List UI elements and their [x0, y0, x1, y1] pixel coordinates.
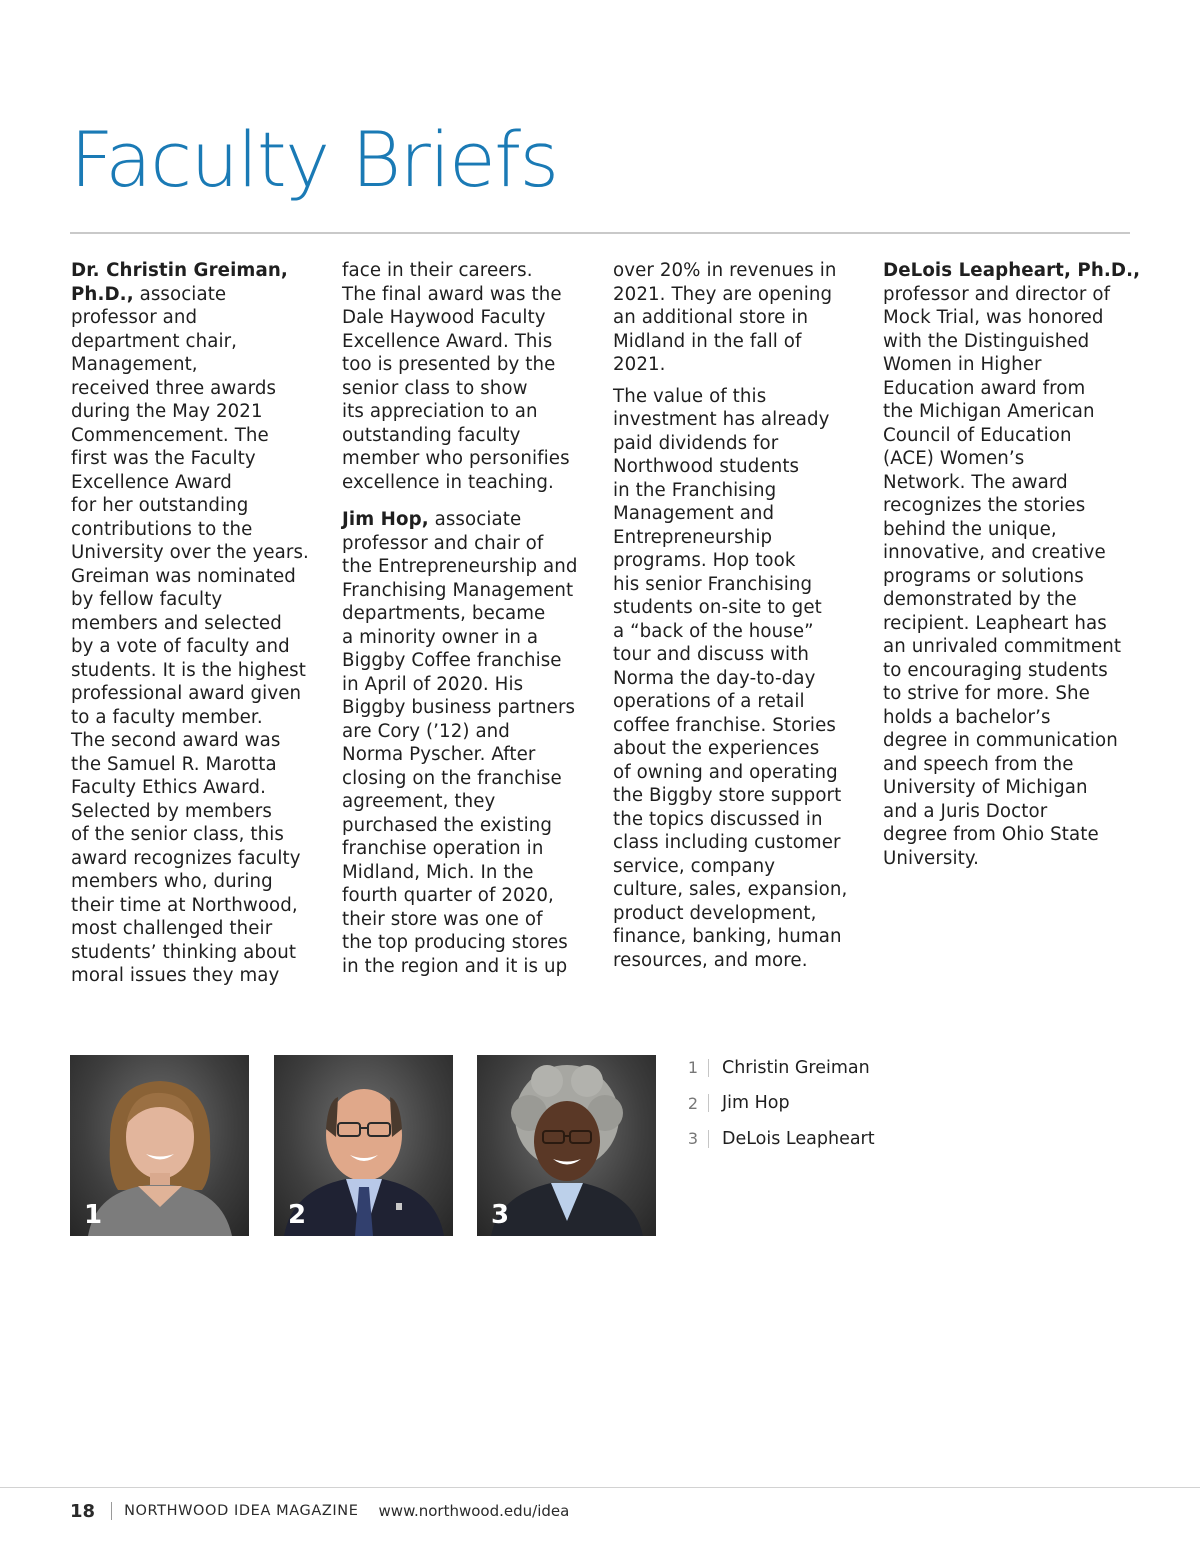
line-text: members and selected [71, 612, 282, 634]
caption-number: 1 [687, 1058, 699, 1078]
text-line [342, 400, 594, 424]
photo-captions [686, 1050, 875, 1157]
line-text: Education award from [883, 377, 1086, 399]
line-text: Commencement. The [71, 424, 269, 446]
line-text: the topics discussed in [613, 808, 823, 830]
text-line [342, 471, 594, 495]
line-text: the Michigan American [883, 401, 1095, 422]
line-text: Greiman was nominated [71, 565, 296, 587]
line-text: associate [133, 283, 227, 305]
text-line [883, 494, 1135, 518]
magazine-url[interactable]: www.northwood.edu/idea [378, 1502, 570, 1520]
text-line [71, 494, 323, 518]
photo-jim-hop [274, 1055, 453, 1236]
text-line [883, 330, 1135, 354]
line-text: Network. The award [883, 471, 1068, 493]
text-line [613, 526, 865, 550]
text-line [71, 612, 323, 636]
text-line [342, 447, 594, 471]
text-line [342, 955, 594, 979]
line-text: innovative, and creative [883, 542, 1106, 563]
footer-divider [0, 1487, 1200, 1488]
text-line [342, 720, 594, 744]
line-text: associate [428, 509, 522, 530]
line-text: The second award was [71, 730, 281, 751]
text-line [71, 518, 323, 542]
bold-name: Ph.D., [71, 283, 134, 305]
line-text: Midland in the fall of [613, 330, 802, 352]
text-line [613, 502, 865, 526]
article-column-2 [342, 259, 594, 978]
photo-number: 2 [288, 1200, 307, 1230]
text-line [883, 447, 1135, 471]
text-line [613, 737, 865, 761]
text-line [613, 432, 865, 456]
line-text: with the Distinguished [883, 330, 1090, 352]
line-text: tour and discuss with [613, 644, 810, 665]
line-text: agreement, they [342, 791, 496, 812]
line-text: to encouraging students [883, 659, 1108, 681]
line-text: Norma Pyscher. After [342, 744, 536, 765]
line-text: by fellow faculty [71, 589, 223, 610]
text-line [71, 847, 323, 871]
text-line [71, 635, 323, 659]
caption-divider [708, 1094, 709, 1112]
line-text: most challenged their [71, 918, 273, 939]
line-text: award recognizes faculty [71, 847, 301, 869]
line-text: culture, sales, expansion, [613, 879, 848, 900]
text-line [613, 808, 865, 832]
text-line [342, 283, 594, 307]
line-text: to strive for more. She [883, 683, 1090, 704]
text-line [613, 761, 865, 785]
text-line [71, 259, 323, 283]
line-text: finance, banking, human [613, 926, 842, 947]
text-line [883, 541, 1135, 565]
text-line [883, 283, 1135, 307]
line-text: The value of this [613, 385, 767, 407]
line-text: contributions to the [71, 518, 253, 540]
photo-delois-leapheart [477, 1055, 656, 1236]
page-title: Faculty Briefs [70, 115, 558, 204]
text-line [613, 573, 865, 597]
text-line [71, 659, 323, 683]
text-line [883, 823, 1135, 847]
line-text: professor and [71, 307, 198, 328]
line-text: (ACE) Women’s [883, 448, 1025, 469]
text-line [613, 259, 865, 283]
text-line [71, 941, 323, 965]
text-line [71, 776, 323, 800]
line-text: their store was one of [342, 908, 543, 930]
line-text: holds a bachelor’s [883, 706, 1051, 728]
caption-name: Jim Hop [722, 1093, 790, 1114]
text-line [883, 635, 1135, 659]
bold-name: Jim Hop, [342, 509, 429, 530]
text-line [613, 479, 865, 503]
line-text: degree in communication [883, 730, 1118, 751]
line-text: degree from Ohio State [883, 824, 1099, 845]
line-text: Management, [71, 354, 198, 375]
photo-number: 3 [491, 1200, 510, 1230]
line-text: The final award was the [342, 283, 562, 305]
text-line [71, 823, 323, 847]
photo-number: 1 [84, 1200, 103, 1230]
text-line [613, 353, 865, 377]
line-text: the Samuel R. Marotta [71, 753, 277, 775]
caption-item [686, 1086, 875, 1122]
line-text: product development, [613, 902, 817, 924]
line-text: in the region and it is up [342, 955, 568, 977]
text-line [342, 330, 594, 354]
text-line [613, 643, 865, 667]
line-text: over 20% in revenues in [613, 260, 837, 281]
text-line [883, 682, 1135, 706]
line-text: resources, and more. [613, 949, 808, 971]
line-text: recognizes the stories [883, 495, 1086, 516]
text-line [883, 588, 1135, 612]
text-line [71, 588, 323, 612]
text-line [883, 612, 1135, 636]
line-text: recipient. Leapheart has [883, 612, 1107, 634]
line-text: Dale Haywood Faculty [342, 307, 546, 328]
line-text: by a vote of faculty and [71, 636, 290, 657]
text-line [71, 283, 323, 307]
line-text: a “back of the house” [613, 620, 814, 642]
page-number: 18 [70, 1500, 96, 1522]
line-text: received three awards [71, 377, 277, 399]
line-text: service, company [613, 855, 776, 877]
page-footer [70, 1500, 569, 1522]
text-line [342, 649, 594, 673]
caption-divider [708, 1059, 709, 1077]
text-line [883, 706, 1135, 730]
text-line [342, 814, 594, 838]
line-text: too is presented by the [342, 354, 556, 375]
line-text: University of Michigan [883, 777, 1088, 798]
line-text: about the experiences [613, 738, 820, 759]
text-line [71, 917, 323, 941]
text-line [71, 753, 323, 777]
text-line [71, 706, 323, 730]
bold-name: DeLois Leapheart, Ph.D., [883, 260, 1141, 281]
line-text: students’ thinking about [71, 941, 297, 963]
line-text: and speech from the [883, 753, 1074, 775]
line-text: Excellence Award. This [342, 330, 553, 352]
line-text: Selected by members [71, 800, 272, 822]
line-text: the Entrepreneurship and [342, 556, 578, 577]
text-line [71, 447, 323, 471]
line-text: departments, became [342, 603, 546, 624]
line-text: professional award given [71, 683, 302, 704]
article-column-1 [71, 259, 323, 988]
text-line [71, 471, 323, 495]
text-line [883, 471, 1135, 495]
text-line [613, 878, 865, 902]
text-line [71, 894, 323, 918]
line-text: and a Juris Doctor [883, 800, 1048, 822]
text-line [342, 602, 594, 626]
text-line [613, 549, 865, 573]
text-line [342, 767, 594, 791]
title-divider [70, 232, 1130, 234]
line-text: professor and director of [883, 283, 1111, 305]
caption-number: 2 [687, 1093, 699, 1113]
text-line [883, 659, 1135, 683]
text-line [883, 518, 1135, 542]
text-line [342, 626, 594, 650]
text-line [883, 847, 1135, 871]
line-text: senior class to show [342, 377, 528, 399]
text-line [613, 385, 865, 409]
line-text: to a faculty member. [71, 706, 263, 728]
text-line [613, 330, 865, 354]
text-line [342, 353, 594, 377]
text-line [342, 790, 594, 814]
paragraph-gap [342, 494, 594, 508]
text-line [883, 400, 1135, 424]
text-line [71, 400, 323, 424]
line-text: fourth quarter of 2020, [342, 885, 554, 906]
text-line [613, 596, 865, 620]
line-text: of the senior class, this [71, 824, 284, 845]
text-line [71, 306, 323, 330]
line-text: programs or solutions [883, 565, 1084, 587]
text-line [71, 353, 323, 377]
line-text: Women in Higher [883, 354, 1042, 375]
caption-name: Christin Greiman [722, 1057, 870, 1078]
text-line [342, 837, 594, 861]
text-line [342, 259, 594, 283]
text-line [613, 306, 865, 330]
text-line [613, 408, 865, 432]
text-line [342, 743, 594, 767]
caption-name: DeLois Leapheart [722, 1128, 875, 1149]
text-line [613, 455, 865, 479]
footer-separator [111, 1502, 112, 1520]
text-line [342, 931, 594, 955]
paragraph-gap [613, 377, 865, 385]
line-text: students. It is the highest [71, 659, 306, 681]
line-text: paid dividends for [613, 432, 779, 454]
line-text: the Biggby store support [613, 785, 842, 806]
line-text: University over the years. [71, 542, 309, 563]
text-line [613, 714, 865, 738]
text-line [342, 306, 594, 330]
text-line [71, 541, 323, 565]
text-line [883, 565, 1135, 589]
line-text: their time at Northwood, [71, 894, 298, 916]
text-line [883, 377, 1135, 401]
text-line [883, 353, 1135, 377]
text-line [883, 306, 1135, 330]
line-text: outstanding faculty [342, 424, 521, 446]
line-text: programs. Hop took [613, 550, 796, 571]
text-line [71, 682, 323, 706]
text-line [71, 800, 323, 824]
line-text: an unrivaled commitment [883, 636, 1122, 657]
line-text: Northwood students [613, 456, 800, 477]
text-line [883, 424, 1135, 448]
line-text: University. [883, 847, 980, 869]
line-text: coffee franchise. Stories [613, 714, 836, 736]
text-line [613, 831, 865, 855]
text-line [342, 696, 594, 720]
line-text: members who, during [71, 871, 273, 892]
text-line [613, 620, 865, 644]
text-line [71, 424, 323, 448]
text-line [883, 776, 1135, 800]
line-text: investment has already [613, 409, 830, 430]
line-text: his senior Franchising [613, 573, 813, 595]
line-text: Franchising Management [342, 579, 574, 601]
text-line [71, 729, 323, 753]
line-text: purchased the existing [342, 814, 553, 836]
article-column-4 [883, 259, 1141, 870]
line-text: member who personifies [342, 448, 570, 469]
text-line [342, 861, 594, 885]
line-text: students on-site to get [613, 597, 822, 618]
line-text: class including customer [613, 832, 841, 853]
line-text: demonstrated by the [883, 589, 1077, 610]
text-line [342, 377, 594, 401]
text-line [342, 508, 594, 532]
line-text: Midland, Mich. In the [342, 861, 534, 883]
line-text: first was the Faculty [71, 448, 256, 469]
caption-number: 3 [687, 1129, 699, 1149]
magazine-name: NORTHWOOD IDEA MAGAZINE [124, 1503, 359, 1519]
line-text: 2021. They are opening [613, 283, 833, 305]
text-line [342, 884, 594, 908]
line-text: the top producing stores [342, 932, 568, 953]
line-text: in April of 2020. His [342, 673, 524, 695]
text-line [71, 330, 323, 354]
line-text: behind the unique, [883, 518, 1057, 540]
line-text: department chair, [71, 330, 238, 352]
article-column-3 [613, 259, 865, 972]
text-line [342, 579, 594, 603]
text-line [71, 964, 323, 988]
line-text: Norma the day-to-day [613, 667, 816, 689]
line-text: Faculty Ethics Award. [71, 777, 266, 798]
line-text: Biggby business partners [342, 697, 576, 718]
bold-name: Dr. Christin Greiman, [71, 260, 288, 281]
line-text: a minority owner in a [342, 626, 539, 648]
line-text: Management and [613, 503, 775, 524]
text-line [613, 784, 865, 808]
line-text: Excellence Award [71, 471, 232, 493]
line-text: in the Franchising [613, 479, 777, 501]
line-text: Mock Trial, was honored [883, 307, 1104, 328]
text-line [342, 555, 594, 579]
text-line [342, 424, 594, 448]
line-text: excellence in teaching. [342, 471, 554, 493]
text-line [71, 870, 323, 894]
text-line [883, 800, 1135, 824]
photo-christin-greiman [70, 1055, 249, 1236]
text-line [71, 377, 323, 401]
line-text: moral issues they may [71, 965, 280, 986]
line-text: of owning and operating [613, 761, 838, 783]
caption-divider [708, 1130, 709, 1148]
text-line [613, 690, 865, 714]
text-line [883, 753, 1135, 777]
text-line [883, 729, 1135, 753]
text-line [71, 565, 323, 589]
line-text: for her outstanding [71, 495, 249, 516]
text-line [883, 259, 1141, 283]
line-text: operations of a retail [613, 691, 805, 712]
text-line [342, 532, 594, 556]
text-line [613, 902, 865, 926]
line-text: Entrepreneurship [613, 526, 773, 548]
text-line [613, 949, 865, 973]
line-text: professor and chair of [342, 532, 544, 554]
line-text: its appreciation to an [342, 401, 538, 422]
line-text: an additional store in [613, 307, 809, 328]
text-line [613, 925, 865, 949]
line-text: franchise operation in [342, 838, 544, 859]
text-line [342, 673, 594, 697]
line-text: Council of Education [883, 424, 1072, 446]
text-line [342, 908, 594, 932]
caption-item [686, 1121, 875, 1157]
text-line [613, 283, 865, 307]
line-text: face in their careers. [342, 260, 533, 281]
line-text: during the May 2021 [71, 401, 263, 422]
text-line [613, 667, 865, 691]
line-text: are Cory (’12) and [342, 720, 510, 742]
text-line [613, 855, 865, 879]
line-text: Biggby Coffee franchise [342, 650, 562, 671]
line-text: 2021. [613, 354, 666, 375]
line-text: closing on the franchise [342, 767, 562, 789]
caption-item [686, 1050, 875, 1086]
